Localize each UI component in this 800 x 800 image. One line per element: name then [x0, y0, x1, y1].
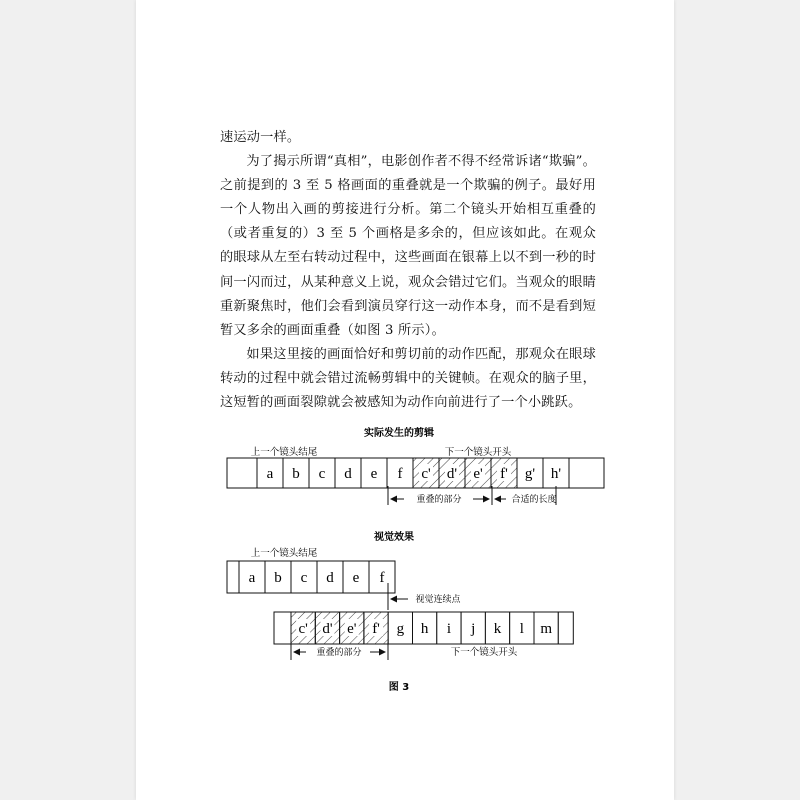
- frame-letter: h': [550, 466, 562, 482]
- frame-letter: d: [344, 466, 352, 482]
- bottom-film-strip-prev: [227, 561, 395, 593]
- frame-letter: e': [473, 466, 483, 482]
- top-overlap-label: 重叠的部分: [416, 495, 462, 505]
- bottom-film-strip-next: [274, 612, 573, 644]
- strip-end: [227, 458, 257, 488]
- frame-letter: b: [274, 570, 282, 586]
- frame-letter: e': [347, 621, 357, 637]
- frame-letter: b: [292, 466, 300, 482]
- paragraph-1: 为了揭示所谓“真相”，电影创作者不得不经常诉诸“欺骗”。之前提到的 3 至 5 格画面的重叠就是一个欺骗的例子。最好用一个人物出入画的剪接进行分析。第二个镜头开始相互重叠的（或者重复的）3 至 5 个画格是多余的，但应该如此。在观众的眼球从左至右转动过程中，这些画面在银幕上以不到一秒的时间一闪而过，从某种意义上说，观众会错过它们。当观众的眼睛重新聚焦时，他们会看到演员穿行这一动作本身，而不是看到短暂又多余的画面重叠（如图 3 所示）。: [220, 154, 596, 338]
- figure-3: [136, 0, 674, 800]
- frame-letter: k: [493, 621, 502, 637]
- book-page: [136, 0, 674, 800]
- bottom-prev-shot-label: 上一个镜头结尾: [250, 548, 318, 559]
- frame-letter: c: [318, 466, 326, 482]
- strip-end: [274, 612, 291, 644]
- frame-letter: f: [379, 570, 385, 586]
- bottom-overlap-label: 重叠的部分: [316, 648, 362, 658]
- frame-letter: d: [326, 570, 334, 586]
- frame-letter: f: [397, 466, 403, 482]
- top-prev-shot-label: 上一个镜头结尾: [250, 447, 318, 458]
- frame-letter: f': [372, 621, 380, 637]
- strip-end: [227, 561, 239, 593]
- frame-letter: e: [370, 466, 378, 482]
- frame-letter: d': [446, 466, 458, 482]
- figure-caption: 图 3: [388, 682, 410, 693]
- frame-letter: f': [500, 466, 508, 482]
- top-next-shot-label: 下一个镜头开头: [444, 447, 512, 458]
- frame-letter: c': [298, 621, 308, 637]
- frame-letter: l: [519, 621, 524, 637]
- top-fit-length-label: 合适的长度: [511, 495, 557, 505]
- paragraph-2: 如果这里接的画面恰好和剪切前的动作匹配，那观众在眼球转动的过程中就会错过流畅剪辑中的关键帧。在观众的脑子里，这短暂的画面裂隙就会被感知为动作向前进行了一个小跳跃。: [220, 346, 596, 411]
- frame-letter: a: [266, 466, 274, 482]
- bottom-next-shot-label: 下一个镜头开头: [450, 647, 518, 658]
- continuity-point-label: 视觉连续点: [415, 595, 461, 605]
- frame-letter: h: [420, 621, 429, 637]
- strip-end: [569, 458, 604, 488]
- frame-letter: c': [421, 466, 431, 482]
- text-line-continuation: 速运动一样。: [220, 130, 301, 145]
- frame-letter: a: [248, 570, 256, 586]
- frame-letter: d': [322, 621, 333, 637]
- frame-letter: e: [352, 570, 360, 586]
- bottom-figure-title: 视觉效果: [374, 532, 414, 543]
- frame-letter: i: [446, 621, 452, 637]
- top-film-strip: [227, 458, 604, 488]
- frame-letter: m: [540, 621, 552, 637]
- frame-letter: g: [396, 621, 405, 637]
- frame-letter: j: [471, 621, 476, 637]
- strip-end: [558, 612, 573, 644]
- top-figure-title: 实际发生的剪辑: [364, 428, 434, 439]
- frame-letter: c: [300, 570, 308, 586]
- frame-letter: g': [524, 466, 536, 482]
